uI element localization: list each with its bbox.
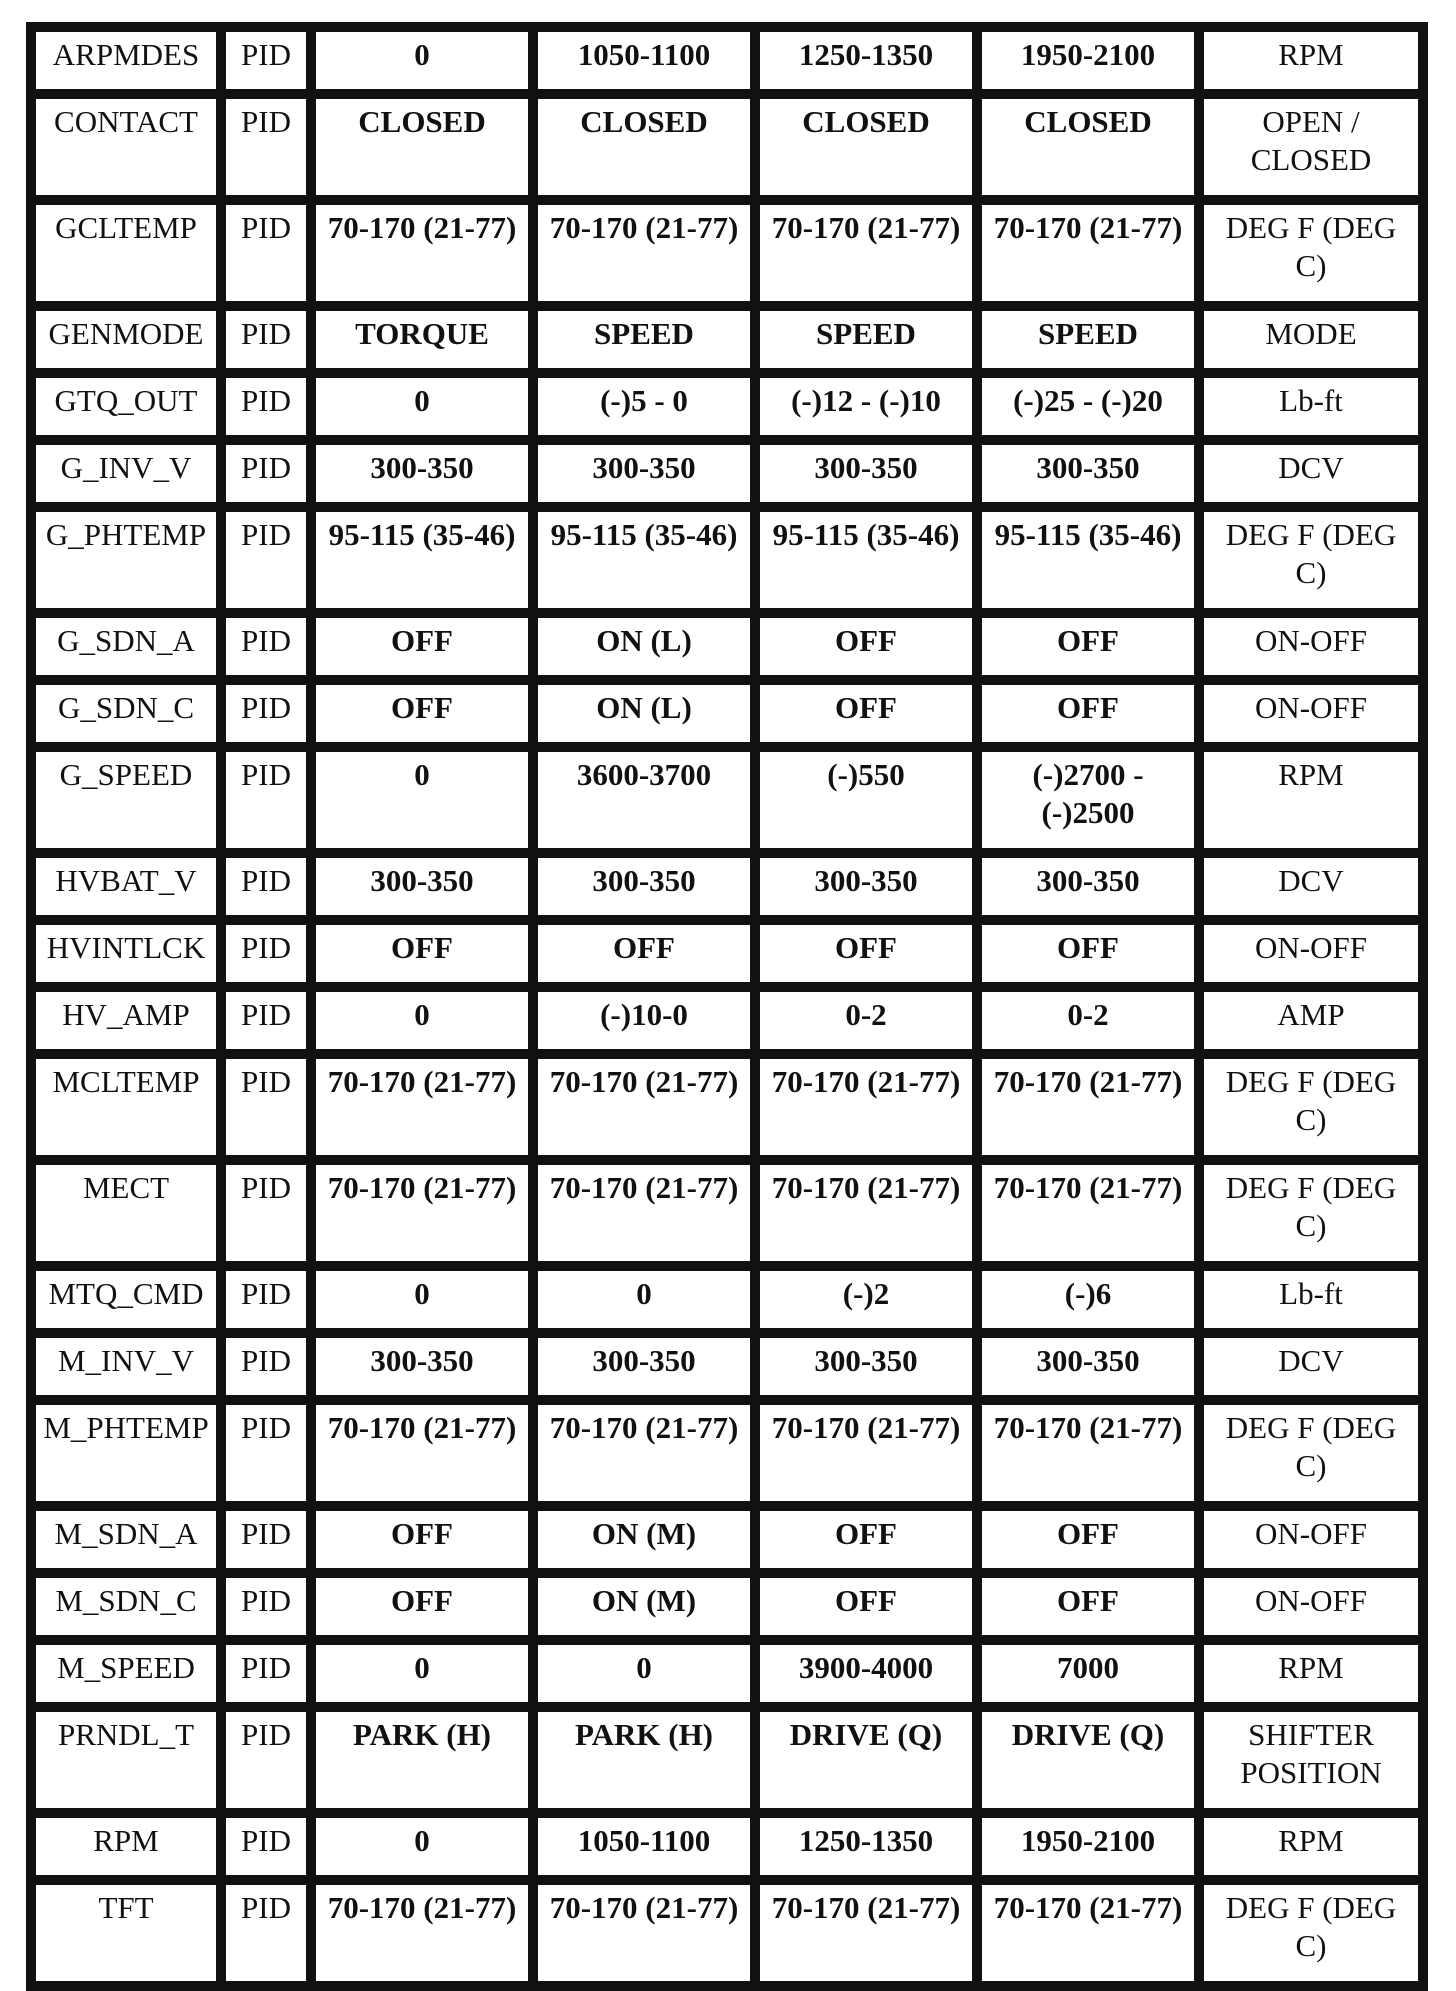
- value-cell-2: 0: [533, 1266, 755, 1333]
- type-cell: PID: [221, 853, 311, 920]
- param-cell: G_PHTEMP: [31, 507, 221, 613]
- param-cell: ARPMDES: [31, 27, 221, 94]
- table-row: [31, 680, 1423, 747]
- value-cell-4: OFF: [977, 680, 1199, 747]
- value-cell-3: 0-2: [755, 987, 977, 1054]
- value-cell-1: CLOSED: [311, 94, 533, 200]
- value-cell-3: CLOSED: [755, 94, 977, 200]
- value-cell-4: (-)2700 - (-)2500: [977, 747, 1199, 853]
- table-row: [31, 373, 1423, 440]
- value-cell-4: SPEED: [977, 306, 1199, 373]
- value-cell-4: 300-350: [977, 440, 1199, 507]
- value-cell-2: 3600-3700: [533, 747, 755, 853]
- value-cell-4: 95-115 (35-46): [977, 507, 1199, 613]
- value-cell-1: 0: [311, 27, 533, 94]
- value-cell-2: 70-170 (21-77): [533, 1880, 755, 1986]
- table-row: [31, 1506, 1423, 1573]
- value-cell-4: OFF: [977, 1573, 1199, 1640]
- value-cell-2: 70-170 (21-77): [533, 1160, 755, 1266]
- value-cell-2: PARK (H): [533, 1707, 755, 1813]
- param-cell: HVINTLCK: [31, 920, 221, 987]
- value-cell-3: OFF: [755, 680, 977, 747]
- table-row: [31, 1573, 1423, 1640]
- param-cell: M_SPEED: [31, 1640, 221, 1707]
- type-cell: PID: [221, 94, 311, 200]
- unit-cell: ON-OFF: [1199, 1573, 1423, 1640]
- value-cell-2: 70-170 (21-77): [533, 1400, 755, 1506]
- param-cell: GTQ_OUT: [31, 373, 221, 440]
- param-cell: MCLTEMP: [31, 1054, 221, 1160]
- value-cell-3: 70-170 (21-77): [755, 200, 977, 306]
- param-cell: HVBAT_V: [31, 853, 221, 920]
- value-cell-4: OFF: [977, 613, 1199, 680]
- param-cell: TFT: [31, 1880, 221, 1986]
- unit-cell: Lb-ft: [1199, 1266, 1423, 1333]
- value-cell-2: CLOSED: [533, 94, 755, 200]
- param-cell: M_SDN_A: [31, 1506, 221, 1573]
- table-row: [31, 853, 1423, 920]
- unit-cell: DEG F (DEG C): [1199, 507, 1423, 613]
- type-cell: PID: [221, 373, 311, 440]
- unit-cell: ON-OFF: [1199, 1506, 1423, 1573]
- value-cell-1: 0: [311, 1266, 533, 1333]
- value-cell-4: 7000: [977, 1640, 1199, 1707]
- table-row: [31, 94, 1423, 200]
- value-cell-4: OFF: [977, 1506, 1199, 1573]
- unit-cell: SHIFTER POSITION: [1199, 1707, 1423, 1813]
- value-cell-2: 300-350: [533, 1333, 755, 1400]
- value-cell-4: 1950-2100: [977, 27, 1199, 94]
- type-cell: PID: [221, 1333, 311, 1400]
- value-cell-4: 300-350: [977, 853, 1199, 920]
- param-cell: CONTACT: [31, 94, 221, 200]
- unit-cell: ON-OFF: [1199, 680, 1423, 747]
- table-row: [31, 1813, 1423, 1880]
- table-row: [31, 440, 1423, 507]
- unit-cell: RPM: [1199, 747, 1423, 853]
- value-cell-3: OFF: [755, 920, 977, 987]
- value-cell-1: 0: [311, 747, 533, 853]
- value-cell-3: 1250-1350: [755, 1813, 977, 1880]
- table-row: [31, 920, 1423, 987]
- value-cell-3: 1250-1350: [755, 27, 977, 94]
- value-cell-4: 70-170 (21-77): [977, 200, 1199, 306]
- param-cell: M_SDN_C: [31, 1573, 221, 1640]
- value-cell-4: (-)25 - (-)20: [977, 373, 1199, 440]
- value-cell-1: OFF: [311, 1573, 533, 1640]
- value-cell-3: (-)550: [755, 747, 977, 853]
- value-cell-3: 70-170 (21-77): [755, 1880, 977, 1986]
- unit-cell: OPEN / CLOSED: [1199, 94, 1423, 200]
- unit-cell: DEG F (DEG C): [1199, 1880, 1423, 1986]
- value-cell-2: 70-170 (21-77): [533, 200, 755, 306]
- value-cell-3: SPEED: [755, 306, 977, 373]
- value-cell-1: 0: [311, 1813, 533, 1880]
- table-row: [31, 507, 1423, 613]
- value-cell-1: OFF: [311, 680, 533, 747]
- unit-cell: AMP: [1199, 987, 1423, 1054]
- value-cell-4: 70-170 (21-77): [977, 1160, 1199, 1266]
- value-cell-4: DRIVE (Q): [977, 1707, 1199, 1813]
- pid-table-container: [26, 22, 1428, 1991]
- param-cell: M_INV_V: [31, 1333, 221, 1400]
- value-cell-3: 300-350: [755, 1333, 977, 1400]
- value-cell-1: 70-170 (21-77): [311, 1160, 533, 1266]
- value-cell-2: 70-170 (21-77): [533, 1054, 755, 1160]
- value-cell-1: 0: [311, 373, 533, 440]
- param-cell: M_PHTEMP: [31, 1400, 221, 1506]
- type-cell: PID: [221, 1880, 311, 1986]
- table-body: [31, 27, 1423, 1986]
- table-row: [31, 200, 1423, 306]
- value-cell-3: (-)12 - (-)10: [755, 373, 977, 440]
- table-row: [31, 1400, 1423, 1506]
- param-cell: RPM: [31, 1813, 221, 1880]
- type-cell: PID: [221, 507, 311, 613]
- value-cell-2: 1050-1100: [533, 1813, 755, 1880]
- value-cell-1: 70-170 (21-77): [311, 1400, 533, 1506]
- value-cell-2: (-)5 - 0: [533, 373, 755, 440]
- value-cell-3: 70-170 (21-77): [755, 1400, 977, 1506]
- unit-cell: MODE: [1199, 306, 1423, 373]
- value-cell-3: 3900-4000: [755, 1640, 977, 1707]
- unit-cell: RPM: [1199, 1813, 1423, 1880]
- param-cell: G_SDN_C: [31, 680, 221, 747]
- value-cell-1: 70-170 (21-77): [311, 1054, 533, 1160]
- type-cell: PID: [221, 680, 311, 747]
- unit-cell: DCV: [1199, 853, 1423, 920]
- value-cell-2: OFF: [533, 920, 755, 987]
- value-cell-1: TORQUE: [311, 306, 533, 373]
- value-cell-1: 70-170 (21-77): [311, 1880, 533, 1986]
- value-cell-1: OFF: [311, 1506, 533, 1573]
- value-cell-3: DRIVE (Q): [755, 1707, 977, 1813]
- value-cell-3: 300-350: [755, 853, 977, 920]
- unit-cell: DEG F (DEG C): [1199, 200, 1423, 306]
- type-cell: PID: [221, 1506, 311, 1573]
- value-cell-4: 0-2: [977, 987, 1199, 1054]
- value-cell-3: OFF: [755, 613, 977, 680]
- type-cell: PID: [221, 1266, 311, 1333]
- unit-cell: DCV: [1199, 440, 1423, 507]
- value-cell-2: 1050-1100: [533, 27, 755, 94]
- value-cell-3: (-)2: [755, 1266, 977, 1333]
- type-cell: PID: [221, 306, 311, 373]
- unit-cell: RPM: [1199, 1640, 1423, 1707]
- type-cell: PID: [221, 613, 311, 680]
- value-cell-1: 95-115 (35-46): [311, 507, 533, 613]
- table-row: [31, 613, 1423, 680]
- param-cell: G_INV_V: [31, 440, 221, 507]
- value-cell-4: 70-170 (21-77): [977, 1054, 1199, 1160]
- unit-cell: ON-OFF: [1199, 920, 1423, 987]
- param-cell: MECT: [31, 1160, 221, 1266]
- table-row: [31, 1054, 1423, 1160]
- value-cell-2: 300-350: [533, 853, 755, 920]
- value-cell-3: 300-350: [755, 440, 977, 507]
- value-cell-4: 70-170 (21-77): [977, 1880, 1199, 1986]
- type-cell: PID: [221, 1640, 311, 1707]
- value-cell-1: 0: [311, 1640, 533, 1707]
- value-cell-2: (-)10-0: [533, 987, 755, 1054]
- table-row: [31, 987, 1423, 1054]
- value-cell-3: 70-170 (21-77): [755, 1160, 977, 1266]
- value-cell-4: 1950-2100: [977, 1813, 1199, 1880]
- unit-cell: DCV: [1199, 1333, 1423, 1400]
- value-cell-3: OFF: [755, 1506, 977, 1573]
- param-cell: G_SDN_A: [31, 613, 221, 680]
- unit-cell: RPM: [1199, 27, 1423, 94]
- value-cell-1: 300-350: [311, 853, 533, 920]
- table-row: [31, 1160, 1423, 1266]
- value-cell-4: 70-170 (21-77): [977, 1400, 1199, 1506]
- value-cell-2: ON (M): [533, 1506, 755, 1573]
- type-cell: PID: [221, 1707, 311, 1813]
- table-row: [31, 1333, 1423, 1400]
- value-cell-3: 70-170 (21-77): [755, 1054, 977, 1160]
- table-row: [31, 1266, 1423, 1333]
- type-cell: PID: [221, 200, 311, 306]
- param-cell: HV_AMP: [31, 987, 221, 1054]
- value-cell-4: CLOSED: [977, 94, 1199, 200]
- unit-cell: Lb-ft: [1199, 373, 1423, 440]
- table-row: [31, 27, 1423, 94]
- value-cell-4: 300-350: [977, 1333, 1199, 1400]
- pid-table: [26, 22, 1428, 1991]
- unit-cell: DEG F (DEG C): [1199, 1400, 1423, 1506]
- value-cell-1: 70-170 (21-77): [311, 200, 533, 306]
- param-cell: G_SPEED: [31, 747, 221, 853]
- type-cell: PID: [221, 440, 311, 507]
- value-cell-1: OFF: [311, 920, 533, 987]
- value-cell-2: 300-350: [533, 440, 755, 507]
- param-cell: GCLTEMP: [31, 200, 221, 306]
- table-row: [31, 1707, 1423, 1813]
- param-cell: PRNDL_T: [31, 1707, 221, 1813]
- value-cell-1: OFF: [311, 613, 533, 680]
- value-cell-1: 300-350: [311, 1333, 533, 1400]
- value-cell-2: ON (L): [533, 613, 755, 680]
- value-cell-3: 95-115 (35-46): [755, 507, 977, 613]
- value-cell-1: 300-350: [311, 440, 533, 507]
- value-cell-2: ON (L): [533, 680, 755, 747]
- type-cell: PID: [221, 27, 311, 94]
- table-row: [31, 1640, 1423, 1707]
- table-row: [31, 747, 1423, 853]
- value-cell-2: ON (M): [533, 1573, 755, 1640]
- value-cell-2: 95-115 (35-46): [533, 507, 755, 613]
- value-cell-1: PARK (H): [311, 1707, 533, 1813]
- table-row: [31, 1880, 1423, 1986]
- param-cell: MTQ_CMD: [31, 1266, 221, 1333]
- param-cell: GENMODE: [31, 306, 221, 373]
- value-cell-2: 0: [533, 1640, 755, 1707]
- type-cell: PID: [221, 1573, 311, 1640]
- type-cell: PID: [221, 747, 311, 853]
- type-cell: PID: [221, 1400, 311, 1506]
- type-cell: PID: [221, 1054, 311, 1160]
- unit-cell: ON-OFF: [1199, 613, 1423, 680]
- value-cell-2: SPEED: [533, 306, 755, 373]
- value-cell-4: (-)6: [977, 1266, 1199, 1333]
- type-cell: PID: [221, 1813, 311, 1880]
- type-cell: PID: [221, 987, 311, 1054]
- unit-cell: DEG F (DEG C): [1199, 1054, 1423, 1160]
- table-row: [31, 306, 1423, 373]
- value-cell-4: OFF: [977, 920, 1199, 987]
- value-cell-3: OFF: [755, 1573, 977, 1640]
- unit-cell: DEG F (DEG C): [1199, 1160, 1423, 1266]
- value-cell-1: 0: [311, 987, 533, 1054]
- type-cell: PID: [221, 1160, 311, 1266]
- type-cell: PID: [221, 920, 311, 987]
